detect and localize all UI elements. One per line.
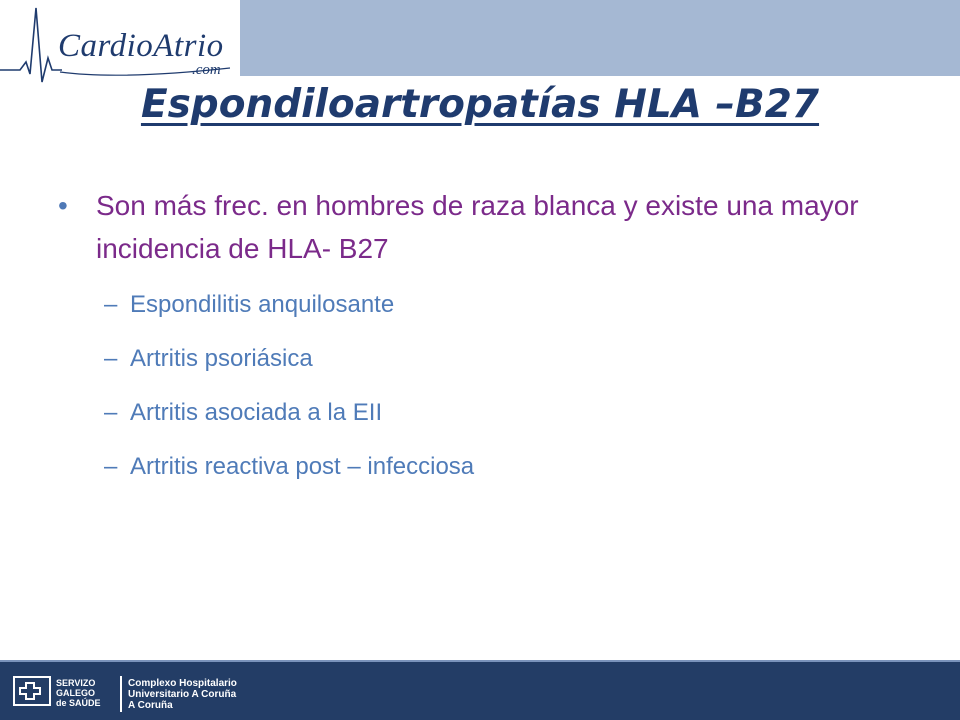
sub-item-text: Espondilitis anquilosante xyxy=(130,291,395,318)
sub-list xyxy=(58,288,918,484)
sub-item-text: Artritis psoriásica xyxy=(130,345,313,372)
sub-item xyxy=(58,288,918,322)
sub-item xyxy=(58,396,918,430)
sub-item-text: Artritis asociada a la EII xyxy=(130,399,383,426)
hospital-line-2: Universitario A Coruña xyxy=(128,689,237,700)
sub-item xyxy=(58,342,918,376)
bullet-list xyxy=(58,184,918,504)
slide-title: Espondiloartropatías HLA –B27 xyxy=(140,82,820,127)
hospital-label xyxy=(128,678,237,711)
hospital-line-3: A Coruña xyxy=(128,700,173,711)
sergas-line-2: GALEGO xyxy=(56,688,96,698)
sub-item xyxy=(58,450,918,484)
sergas-line-1: SERVIZO xyxy=(56,678,96,688)
sergas-cross-icon xyxy=(12,675,52,707)
cardioatrio-logo xyxy=(0,0,240,86)
logo-name: CardioAtrio xyxy=(58,28,224,64)
bullet-dot: • xyxy=(58,190,68,221)
sub-dash: – xyxy=(104,453,118,480)
sub-dash: – xyxy=(104,345,118,372)
logo-domain: .com xyxy=(192,62,221,78)
sergas-label xyxy=(56,678,101,708)
sergas-line-3: de SAÚDE xyxy=(56,698,101,708)
sub-dash: – xyxy=(104,399,118,426)
footer-logo-divider xyxy=(120,676,122,712)
sub-dash: – xyxy=(104,291,118,318)
hospital-line-1: Complexo Hospitalario xyxy=(128,678,237,689)
sub-item-text: Artritis reactiva post – infecciosa xyxy=(130,453,475,480)
main-bullet-text: Son más frec. en hombres de raza blanca y existe una mayor incidencia de HLA- B27 xyxy=(96,190,859,264)
main-bullet xyxy=(58,184,918,270)
